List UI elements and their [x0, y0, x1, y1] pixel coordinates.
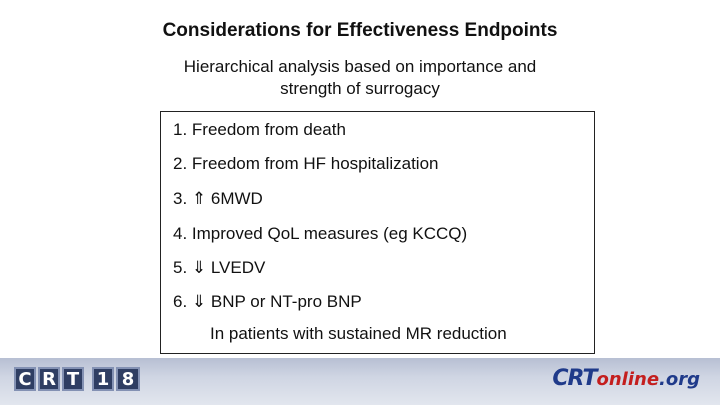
list-item-6: 6. ⇓ BNP or NT-pro BNP	[173, 292, 362, 311]
crt18-logo-char: C	[14, 367, 36, 391]
crtonline-logo-online: online	[596, 369, 660, 390]
crt18-logo-char: T	[62, 367, 84, 391]
list-item-1: 1. Freedom from death	[173, 120, 346, 139]
footer-bar	[0, 358, 720, 405]
crt18-logo-char: R	[38, 367, 60, 391]
subtitle-line-1: Hierarchical analysis based on importance and	[183, 57, 537, 76]
list-item-5: 5. ⇓ LVEDV	[173, 258, 266, 277]
slide-title: Considerations for Effectiveness Endpoints	[162, 20, 558, 41]
list-item-3: 3. ⇑ 6MWD	[173, 189, 263, 208]
slide-subtitle	[140, 56, 580, 100]
subtitle-line-2: strength of surrogacy	[280, 79, 440, 98]
list-item-2: 2. Freedom from HF hospitalization	[173, 154, 439, 173]
crt18-logo-char: 1	[92, 367, 114, 391]
crtonline-logo-dotorg: .org	[659, 369, 700, 390]
endpoints-box	[160, 111, 595, 354]
crtonline-logo-crt: CRT	[552, 366, 597, 391]
crt18-logo-char: 8	[116, 367, 140, 391]
crt18-logo	[14, 367, 142, 391]
crtonline-logo[interactable]	[552, 366, 700, 391]
population-note: In patients with sustained MR reduction	[210, 324, 507, 343]
list-item-4: 4. Improved QoL measures (eg KCCQ)	[173, 224, 468, 243]
